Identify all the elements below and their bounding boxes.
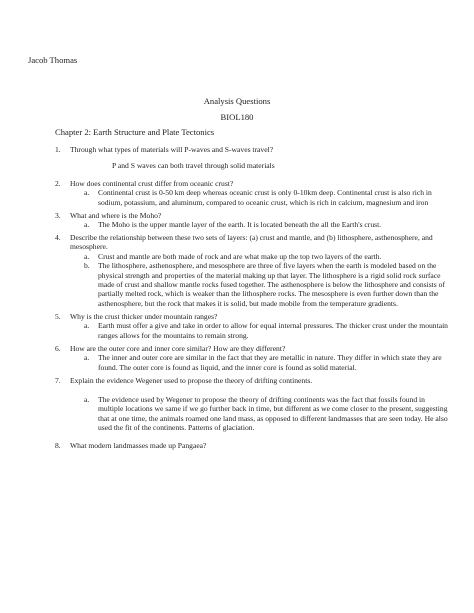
answer-text: The evidence used by Wegener to propose the theory of drifting continents was the fact that fossils found in multiple locations we same if we go further back in time, but different as we come closer to the present, suggesting that at one time, the animals roamed one land mass, as opposed to different landmasses that are seen today. He also used the fit of the continents. Patterns of glaciation. — [98, 394, 448, 433]
answer-text: The inner and outer core are similar in the fact that they are metallic in nature. They differ in which state they are found. The outer core is found as liquid, and the inner core is found as solid material. — [98, 353, 442, 372]
answer-letter: a. — [84, 188, 90, 198]
answer-text: Earth must offer a give and take in order to allow for equal internal pressures. The thicker crust under the mountain ranges allows for the mountains to remain strong. — [98, 321, 448, 340]
answer-text: P and S waves can both travel through solid materials — [112, 161, 275, 171]
answer-item — [70, 321, 450, 340]
question-item — [55, 441, 450, 450]
course-code: BIOL180 — [220, 112, 254, 122]
answer-letter: a. — [84, 220, 90, 230]
question-number: 1. — [55, 145, 61, 154]
question-number: 2. — [55, 178, 61, 188]
author-name: Jacob Thomas — [28, 55, 78, 65]
answer-item — [70, 353, 450, 372]
answer-letter: a. — [84, 353, 90, 363]
question-list — [55, 145, 450, 454]
answer-letter: a. — [84, 251, 90, 261]
question-text: Why is the crust thicker under mountain ranges? — [70, 311, 218, 321]
answer-letter: a. — [84, 394, 90, 404]
answer-letter: b. — [84, 261, 90, 271]
answer-item — [70, 220, 450, 229]
question-number: 8. — [55, 440, 61, 450]
question-number: 5. — [55, 311, 61, 321]
question-item — [55, 344, 450, 372]
answer-list — [70, 220, 450, 229]
answer-text: Crust and mantle are both made of rock and are what make up the top two layers of the earth. — [98, 251, 382, 261]
question-text: How does continental crust differ from oceanic crust? — [70, 178, 234, 188]
answer-list — [70, 353, 450, 372]
answer-letter: a. — [84, 321, 90, 331]
document-title: Analysis Questions — [203, 96, 271, 106]
answer-item — [70, 252, 450, 261]
question-text: Explain the evidence Wegener used to propose the theory of drifting continents. — [70, 375, 313, 385]
chapter-heading: Chapter 2: Earth Structure and Plate Tectonics — [55, 127, 215, 137]
question-item — [55, 376, 450, 433]
answer-list — [70, 321, 450, 340]
question-text: What modern landmasses made up Pangaea? — [70, 440, 207, 450]
question-number: 3. — [55, 210, 61, 220]
question-number: 6. — [55, 343, 61, 353]
question-item — [55, 233, 450, 308]
answer-list — [70, 188, 450, 207]
question-text: Describe the relationship between these two sets of layers: (a) crust and mantle, and (b) lithosphere, asthenosphere, and mesosphere. — [70, 233, 433, 252]
question-item — [55, 211, 450, 230]
answer-list — [70, 252, 450, 308]
answer-item — [70, 261, 450, 308]
question-item — [55, 312, 450, 340]
answer-list — [70, 395, 450, 433]
answer-text: The Moho is the upper mantle layer of the earth. It is located beneath the all the Earth's crust. — [98, 220, 382, 230]
question-number: 7. — [55, 375, 61, 385]
question-item — [55, 145, 450, 171]
answer-text: The lithosphere, asthenosphere, and mesosphere are three of five layers when the earth is modeled based on the physical strength and properties of the material making up that layer. The lithosphere is a rigid solid rock surface made of crust and shallow mantle rocks fused together. The asthenosphere is below the lithosphere and consists of partially melted rock, which is weaker than the lithosphere rocks. The mesosphere is even further down than the asthenosphere, but the rock that makes it is solid, but made mobile from the temperature gradients. — [98, 261, 445, 308]
question-text: What and where is the Moho? — [70, 210, 162, 220]
question-number: 4. — [55, 233, 61, 243]
answer-item — [70, 188, 450, 207]
question-text: How are the outer core and inner core similar? How are they different? — [70, 343, 286, 353]
question-text: Through what types of materials will P-waves and S-waves travel? — [70, 145, 274, 154]
answer-text: Continental crust is 0-50 km deep whereas oceanic crust is only 0-10km deep. Continental crust is also rich in sodium, potassium, and aluminum, compared to oceanic crust, which is rich in calcium, magnesium and iron — [98, 188, 432, 207]
question-item — [55, 179, 450, 207]
answer-item — [70, 395, 450, 433]
